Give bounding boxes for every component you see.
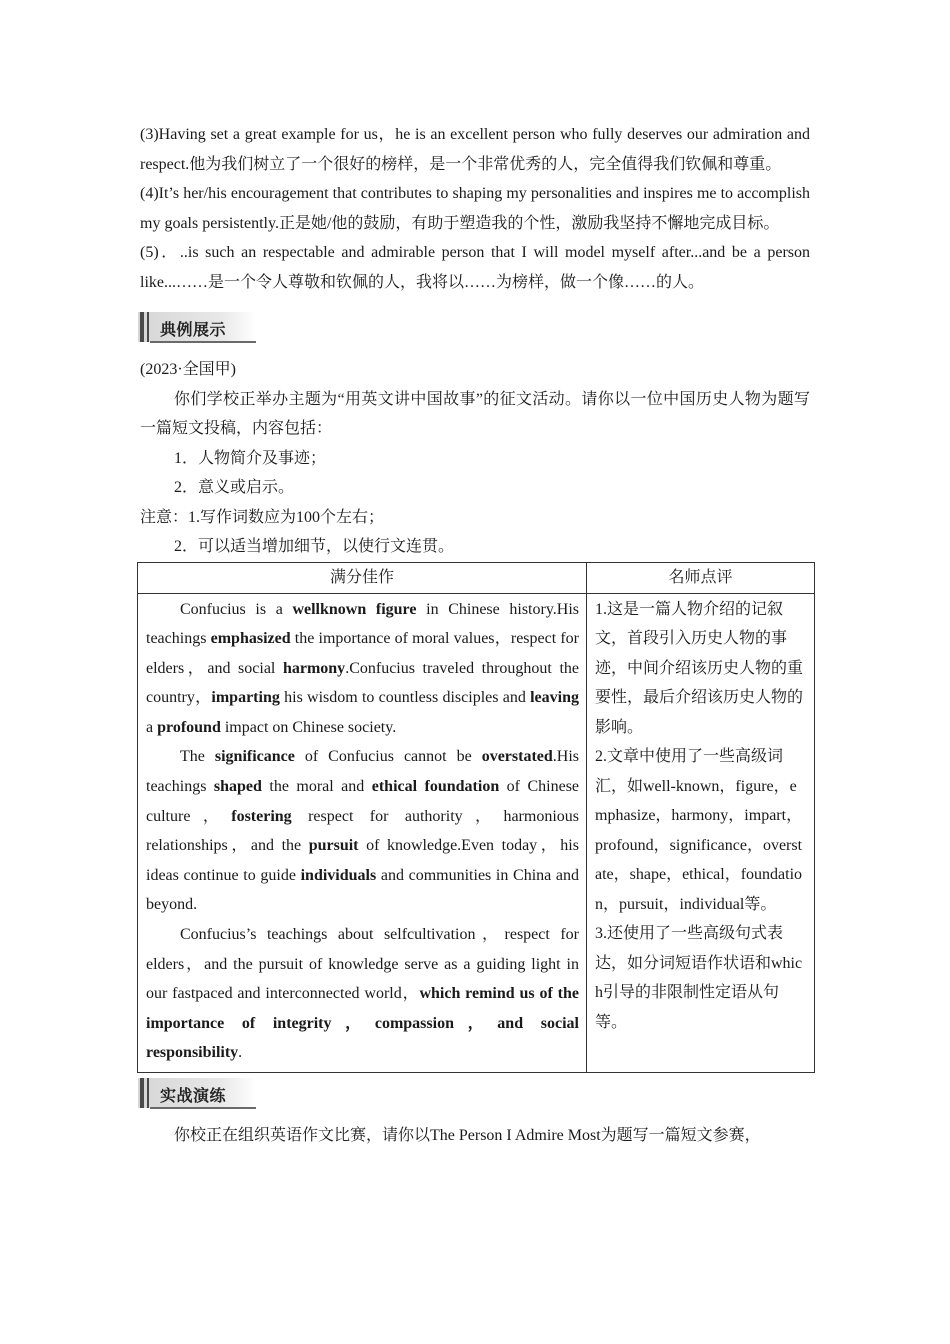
expression-4: (4)It’s her/his encouragement that contributes to shaping my personalities and inspires me to accomplish my goals persistently.正是她/他的鼓励，有助于塑造我的个性，激励我坚持不懈地完成目标。 (140, 185, 810, 232)
essay-highlight: fostering (231, 807, 292, 825)
comment-column-header: 名师点评 (587, 562, 815, 593)
essay-cell (138, 593, 587, 1073)
task-item-2: 2．意义或启示。 (174, 479, 295, 496)
section-header-example (138, 309, 810, 347)
expression-5: (5)．..is such an respectable and admirable person that I will model myself after...and be a person like...……是一个令人尊敬和钦佩的人，我将以……为榜样，做一个像……的人。 (140, 244, 810, 291)
essay-text: The (180, 748, 215, 766)
essay-highlight: imparting (211, 689, 280, 707)
essay-highlight: leaving (530, 689, 579, 707)
section-title: 实战演练 (160, 1086, 227, 1105)
essay-text: in Chinese history.His teachings (146, 600, 580, 648)
section-underline (150, 1107, 256, 1109)
essay-column-header: 满分佳作 (138, 562, 587, 593)
essay-text: and communities in China and beyond. (146, 866, 579, 914)
document-content (140, 120, 810, 1151)
essay-text: of knowledge.Even today，his ideas continue to guide (146, 837, 579, 884)
essay-paragraph-3 (146, 920, 579, 1068)
essay-highlight: which remind us of the importance of integrity，compassion，and social responsibility (146, 985, 579, 1062)
essay-highlight: significance (214, 748, 295, 766)
essay-paragraph-2 (146, 742, 579, 920)
section-underline (150, 341, 256, 343)
essay-highlight: pursuit (308, 837, 359, 855)
essay-text: a (146, 718, 158, 736)
essay-highlight: emphasized (210, 630, 291, 648)
practice-prompt: 你校正在组织英语作文比赛，请你以The Person I Admire Most为题写一篇短文参赛， (174, 1127, 761, 1144)
section-bar-icon (140, 312, 144, 342)
essay-text: Confucius’s teachings about selfcultivation，respect for elders，and the pursuit of knowledge serve as a guiding light in our fastpaced and interconnected world， (146, 926, 579, 1003)
task-note-1: 注意：1.写作词数应为100个左右； (140, 508, 385, 526)
task-item-1: 1．人物简介及事迹； (174, 449, 327, 467)
essay-text: impact on Chinese society. (220, 718, 397, 736)
essay-highlight: harmony (282, 659, 346, 677)
essay-text: .His teachings (146, 748, 580, 796)
section-title: 典例展示 (160, 320, 227, 339)
essay-highlight: shaped (213, 778, 262, 796)
essay-paragraph-1 (146, 595, 579, 743)
essay-text: respect for authority，harmonious relationships，and the (146, 807, 579, 855)
essay-text: .Confucius traveled throughout the country， (146, 659, 579, 707)
task-prompt: 你们学校正举办主题为“用英文讲中国故事”的征文活动。请你以一位中国历史人物为题写一篇短文投稿，内容包括： (140, 390, 810, 437)
table-header-row (138, 562, 815, 593)
essay-text: of Chinese culture， (146, 778, 580, 825)
essay-highlight: profound (157, 718, 221, 736)
task-note-2: 2．可以适当增加细节，以使行文连贯。 (174, 538, 455, 555)
essay-text: the importance of moral values，respect for elders，and social (146, 630, 579, 677)
essay-text: . (238, 1044, 243, 1062)
comment-1: 1.这是一篇人物介绍的记叙文，首段引入历史人物的事迹，中间介绍该历史人物的重要性，最后介绍该历史人物的影响。 (595, 600, 804, 736)
essay-text: the moral and (261, 778, 372, 796)
sample-essay-table (137, 562, 815, 1074)
table-row (138, 593, 815, 1073)
essay-highlight: ethical foundation (371, 778, 500, 796)
essay-highlight: wellknown figure (292, 600, 417, 618)
section-header-practice (138, 1075, 810, 1113)
essay-highlight: individuals (300, 866, 377, 884)
essay-text: his wisdom to countless disciples and (279, 689, 531, 707)
essay-highlight: overstated (481, 748, 553, 766)
comment-3: 3.还使用了一些高级句式表达，如分词短语作状语和which引导的非限制性定语从句等。 (595, 925, 803, 1031)
essay-text: of Confucius cannot be (294, 748, 482, 766)
section-bar-icon (140, 1078, 144, 1108)
essay-text: Confucius is a (180, 600, 293, 618)
comment-2: 2.文章中使用了一些高级词汇，如well-known，figure，emphasize，harmony，impart，profound，significance，overstate，shape，ethical，foundation，pursuit，individual等。 (595, 748, 803, 913)
section-bar-icon (147, 312, 149, 342)
section-bar-icon (147, 1078, 149, 1108)
comment-cell (587, 593, 815, 1073)
expression-3: (3)Having set a great example for us，he is an excellent person who fully deserves our admiration and respect.他为我们树立了一个很好的榜样，是一个非常优秀的人，完全值得我们钦佩和尊重。 (140, 126, 810, 173)
exam-source: (2023·全国甲) (140, 361, 236, 378)
